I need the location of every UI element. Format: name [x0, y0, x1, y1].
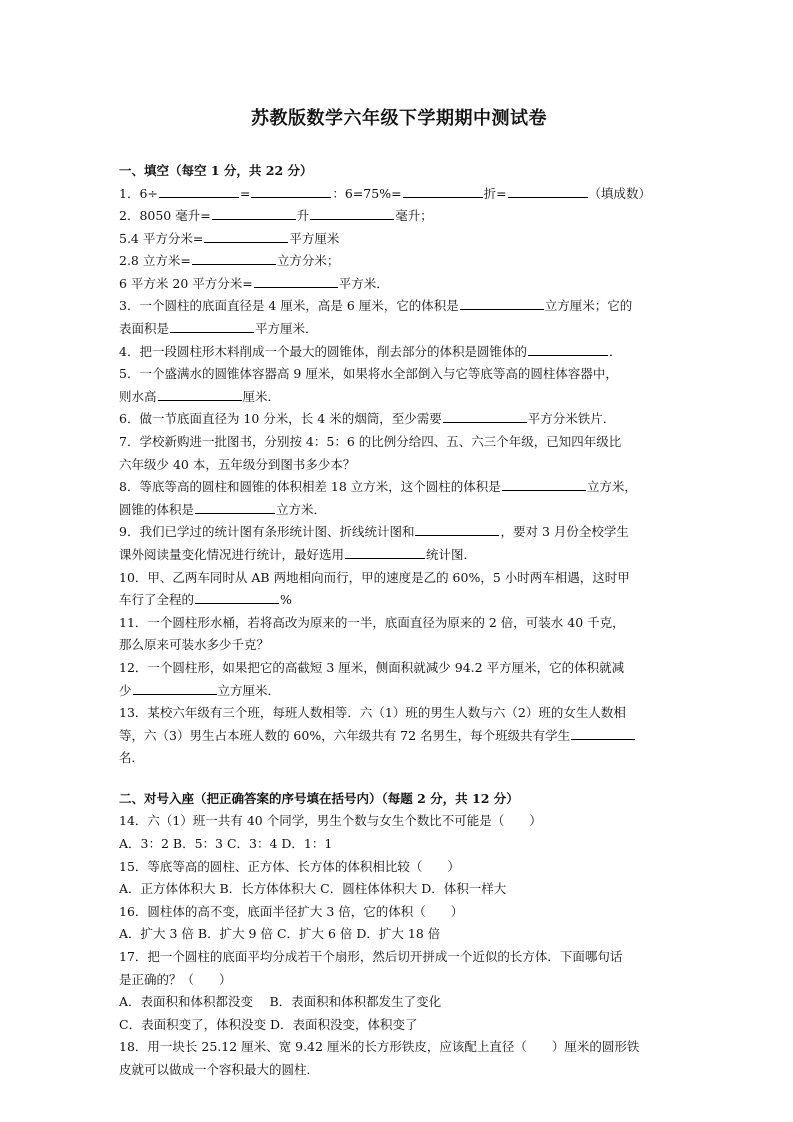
- question-15-options: A．正方体体积大 B．长方体体积大 C．圆柱体体积大 D．体积一样大: [119, 881, 507, 897]
- text: 5.4 平方分米=: [119, 230, 204, 246]
- text: 2．8050 毫升=: [119, 208, 211, 224]
- text: 表面积是: [119, 321, 170, 337]
- text: 4．把一段圆柱形木料削成一个最大的圆锥体，削去部分的体积是圆锥体的: [119, 343, 527, 359]
- answer-blank[interactable]: [571, 727, 635, 740]
- text: 等，六（3）男生占本班人数的 60%，六年级共有 72 名男生，每个班级共有学生: [119, 727, 571, 743]
- exam-page: [119, 96, 679, 1082]
- text: 统计图．: [426, 547, 477, 562]
- answer-blank[interactable]: [195, 501, 275, 514]
- question-6: [119, 408, 679, 431]
- text: 少: [119, 682, 132, 698]
- text: %: [280, 592, 292, 608]
- text: 圆锥的体积是: [119, 501, 195, 517]
- question-17-options-2: C．表面积变了，体积没变 D．表面积没变，体积变了: [119, 1016, 418, 1032]
- answer-blank[interactable]: [192, 252, 276, 265]
- answer-blank[interactable]: [170, 320, 254, 333]
- answer-blank[interactable]: [212, 207, 296, 220]
- answer-blank[interactable]: [159, 185, 239, 198]
- question-7: 7．学校新购进一批图书，分别按 4：5：6 的比例分给四、五、六三个年级，已知四年级比: [119, 434, 622, 450]
- question-10: 10．甲、乙两车同时从 AB 两地相向而行，甲的速度是乙的 60%，5 小时两车相遇，这时甲: [119, 569, 630, 585]
- question-2: [119, 205, 679, 228]
- text: 6 平方米 20 平方分米=: [119, 275, 253, 291]
- question-11: 11．一个圆柱形水桶，若将高改为原来的一半，底面直径为原来的 2 倍，可装水 40 千克，: [119, 614, 625, 630]
- text: 6．做一节底面直径为 10 分米，长 4 米的烟筒，至少需要: [119, 411, 442, 427]
- answer-blank[interactable]: [204, 230, 288, 243]
- section-2-heading: 二、对号入座（把正确答案的序号填在括号内）（每题 2 分，共 12 分）: [119, 790, 519, 806]
- text: 9．我们已学过的统计图有条形统计图、折线统计图和: [119, 524, 415, 540]
- text: ．: [608, 343, 622, 359]
- text: 2.8 立方米=: [119, 253, 191, 269]
- answer-blank[interactable]: [528, 343, 608, 356]
- text: （填成数）: [588, 185, 652, 201]
- question-12: 12．一个圆柱形，如果把它的高截短 3 厘米，侧面积就减少 94.2 平方厘米，它的体积就减: [119, 659, 625, 675]
- question-3: [119, 295, 679, 318]
- answer-blank[interactable]: [310, 207, 394, 220]
- answer-blank[interactable]: [195, 591, 279, 604]
- question-14-options: A．3：2 B．5：3 C．3：4 D．1：1: [119, 836, 333, 852]
- answer-blank[interactable]: [251, 185, 331, 198]
- answer-blank[interactable]: [345, 546, 425, 559]
- question-5-cont: [119, 386, 679, 409]
- section-1-heading: 一、填空（每空 1 分，共 22 分）: [119, 163, 313, 178]
- question-2-part: [119, 250, 679, 273]
- text: 立方厘米．: [217, 682, 281, 698]
- text: ，要对 3 月份全校学生: [500, 524, 629, 540]
- text: 升: [296, 208, 310, 224]
- question-13: 13．某校六年级有三个班，每班人数相等．六（1）班的男生人数与六（2）班的女生人数相: [119, 705, 626, 721]
- answer-blank[interactable]: [254, 275, 338, 288]
- question-15: 15．等底等高的圆柱、正方体、长方体的体积相比较（ ）: [119, 858, 460, 874]
- answer-blank[interactable]: [502, 478, 586, 491]
- question-12-cont: [119, 680, 679, 703]
- text: 8．等底等高的圆柱和圆锥的体积相差 18 立方米，这个圆柱的体积是: [119, 479, 501, 495]
- text: 厘米．: [242, 388, 281, 404]
- text: 毫升；: [395, 208, 433, 224]
- question-8-cont: [119, 499, 679, 522]
- question-7-cont: 六年级少 40 本，五年级分到图书多少本？: [119, 456, 356, 472]
- question-13-end: 名．: [119, 750, 145, 766]
- question-13-cont: [119, 725, 679, 748]
- text: 立方米，: [586, 479, 637, 495]
- answer-blank[interactable]: [158, 388, 242, 401]
- text: 平方分米铁片．: [527, 411, 616, 427]
- question-9-cont: [119, 544, 679, 567]
- answer-blank[interactable]: [443, 410, 527, 423]
- question-16: 16．圆柱体的高不变，底面半径扩大 3 倍，它的体积（ ）: [119, 903, 464, 919]
- question-9: [119, 521, 679, 544]
- question-17-cont: 是正确的？（ ）: [119, 971, 232, 987]
- text: 1．6÷: [119, 185, 158, 201]
- question-1: [119, 183, 679, 206]
- text: 平方厘米．: [255, 321, 318, 337]
- answer-blank[interactable]: [133, 682, 217, 695]
- question-11-cont: 那么原来可装水多少千克？: [119, 637, 270, 653]
- text: 立方分米；: [276, 253, 340, 269]
- text: 平方米．: [338, 275, 389, 291]
- question-18-cont: 皮就可以做成一个容积最大的圆柱．: [119, 1061, 320, 1077]
- question-5: 5．一个盛满水的圆锥体容器高 9 厘米，如果将水全部倒入与它等底等高的圆柱体容器中，: [119, 366, 618, 382]
- question-18: 18．用一块长 25.12 厘米、宽 9.42 厘米的长方形铁皮，应该配上直径（ ）厘米的圆形铁: [119, 1039, 640, 1055]
- question-8: [119, 476, 679, 499]
- question-10-cont: [119, 589, 679, 612]
- question-17: 17．把一个圆柱的底面平均分成若干个扇形，然后切开拼成一个近似的长方体．下面哪句话: [119, 949, 623, 964]
- page-title: 苏教版数学六年级下学期期中测试卷: [251, 108, 547, 129]
- question-3-cont: [119, 318, 679, 341]
- question-4: [119, 341, 679, 364]
- text: 则水高: [119, 388, 157, 404]
- answer-blank[interactable]: [508, 185, 588, 198]
- text: 课外阅读量变化情况进行统计，最好选用: [119, 547, 345, 562]
- text: 立方厘米；它的: [544, 298, 633, 314]
- question-14: 14．六（1）班一共有 40 个同学，男生个数与女生个数比不可能是（ ）: [119, 813, 542, 829]
- text: =: [239, 185, 251, 201]
- text: 平方厘米: [289, 230, 340, 246]
- question-2-part: [119, 273, 679, 296]
- text: 车行了全程的: [119, 592, 195, 608]
- text: ：6=75%=: [332, 185, 402, 201]
- question-16-options: A．扩大 3 倍 B．扩大 9 倍 C．扩大 6 倍 D．扩大 18 倍: [119, 926, 441, 942]
- text: 3．一个圆柱的底面直径是 4 厘米，高是 6 厘米，它的体积是: [119, 298, 459, 314]
- answer-blank[interactable]: [415, 523, 499, 536]
- text: 折=: [483, 185, 507, 201]
- text: 立方米．: [276, 501, 327, 517]
- answer-blank[interactable]: [403, 185, 483, 198]
- answer-blank[interactable]: [460, 297, 544, 310]
- question-2-part: [119, 228, 679, 251]
- question-17-options-1: A．表面积和体积都没变 B．表面积和体积都发生了变化: [119, 994, 442, 1010]
